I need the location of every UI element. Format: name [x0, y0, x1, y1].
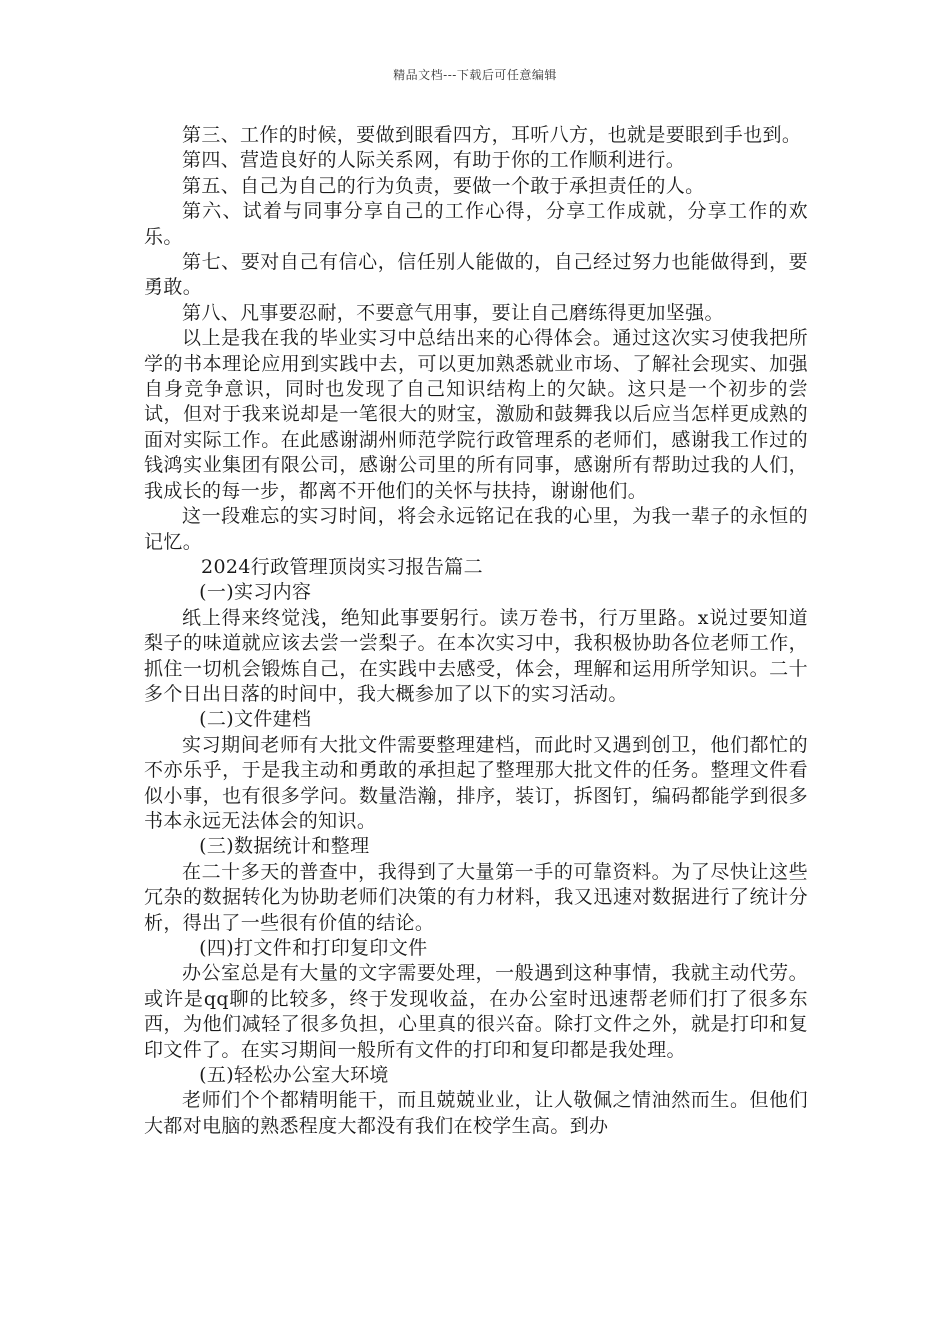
paragraph: 第五、自己为自己的行为负责，要做一个敢于承担责任的人。 — [182, 174, 705, 197]
section-heading: (一)实习内容 — [199, 581, 312, 604]
document-body — [144, 123, 808, 1139]
section-heading: (三)数据统计和整理 — [199, 835, 370, 858]
paragraph: 这一段难忘的实习时间，将会永远铭记在我的心里，为我一辈子的永恒的记忆。 — [144, 505, 808, 553]
paragraph: 第六、试着与同事分享自己的工作心得，分享工作成就，分享工作的欢乐。 — [144, 200, 808, 248]
page-header: 精品文档---下载后可任意编辑 — [393, 68, 557, 82]
paragraph: 第八、凡事要忍耐，不要意气用事，要让自己磨练得更加坚强。 — [182, 301, 724, 324]
section-heading: (五)轻松办公室大环境 — [199, 1064, 389, 1087]
section-heading: (二)文件建档 — [199, 708, 312, 731]
paragraph: 在二十多天的普查中，我得到了大量第一手的可靠资料。为了尽快让这些冗杂的数据转化为协助老师们决策的有力材料，我又迅速对数据进行了统计分析，得出了一些很有价值的结论。 — [144, 860, 808, 934]
paragraph: 第七、要对自己有信心，信任别人能做的，自己经过努力也能做得到，要勇敢。 — [144, 251, 808, 299]
paragraph: 第三、工作的时候，要做到眼看四方，耳听八方，也就是要眼到手也到。 — [182, 124, 802, 146]
paragraph: 实习期间老师有大批文件需要整理建档，而此时又遇到创卫，他们都忙的不亦乐乎，于是我主动和勇敢的承担起了整理那大批文件的任务。整理文件看似小事，也有很多学问。数量浩瀚，排序，装订，拆图钉，编码都能学到很多书本永远无法体会的知识。 — [144, 733, 808, 832]
paragraph: 老师们个个都精明能干，而且兢兢业业，让人敬佩之情油然而生。但他们大都对电脑的熟悉程度大都没有我们在校学生高。到办 — [144, 1089, 808, 1137]
paragraph: 以上是我在我的毕业实习中总结出来的心得体会。通过这次实习使我把所学的书本理论应用到实践中去，可以更加熟悉就业市场、了解社会现实、加强自身竞争意识，同时也发现了自己知识结构上的欠缺。这只是一个初步的尝试，但对于我来说却是一笔很大的财宝，激励和鼓舞我以后应当怎样更成熟的面对实际工作。在此感谢湖州师范学院行政管理系的老师们，感谢我工作过的钱鸿实业集团有限公司，感谢公司里的所有同事，感谢所有帮助过我的人们，我成长的每一步，都离不开他们的关怀与扶持，谢谢他们。 — [144, 327, 808, 502]
section-title: 2024行政管理顶岗实习报告篇二 — [201, 555, 483, 578]
section-heading: (四)打文件和打印复印文件 — [199, 937, 428, 959]
paragraph: 纸上得来终觉浅，绝知此事要躬行。读万卷书，行万里路。x说过要知道梨子的味道就应该去尝一尝梨子。在本次实习中，我积极协助各位老师工作，抓住一切机会锻炼自己，在实践中去感受，体会，理解和运用所学知识。二十多个日出日落的时间中，我大概参加了以下的实习活动。 — [144, 606, 808, 705]
paragraph: 第四、营造良好的人际关系网，有助于你的工作顺利进行。 — [182, 149, 686, 172]
paragraph: 办公室总是有大量的文字需要处理，一般遇到这种事情，我就主动代劳。或许是qq聊的比较多，终于发现收益，在办公室时迅速帮老师们打了很多东西，为他们减轻了很多负担，心里真的很兴奋。除打文件之外，就是打印和复印文件了。在实习期间一般所有文件的打印和复印都是我处理。 — [144, 962, 808, 1061]
